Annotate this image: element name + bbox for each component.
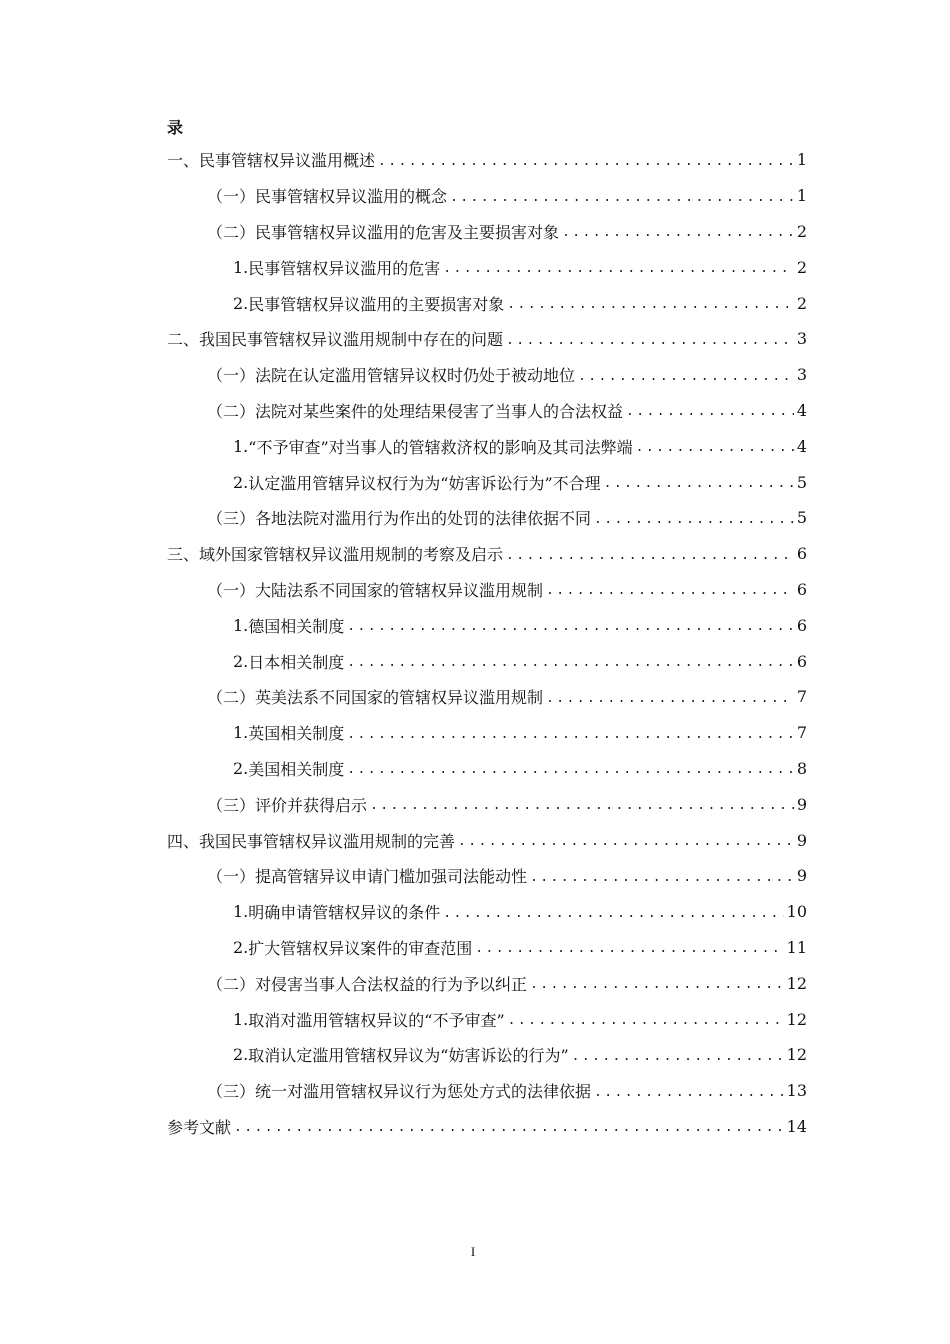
toc-text: 评价并获得启示 [255,795,368,815]
toc-text: 日本相关制度 [248,652,345,672]
toc-entry[interactable] [167,643,807,679]
toc-text: 各地法院对滥用行为作出的处罚的法律依据不同 [255,509,592,529]
toc-page: 1 [796,150,807,170]
toc-number: 二、 [167,330,200,350]
toc-leader [604,476,794,500]
toc-page: 6 [796,615,807,635]
toc-text: 对侵害当事人合法权益的行为予以纠正 [255,974,528,994]
toc-leader [626,404,794,428]
toc-entry[interactable] [167,1037,807,1073]
toc-number: （一） [207,366,256,386]
toc-leader [506,548,794,572]
toc-text: 英美法系不同国家的管辖权异议滥用规制 [255,688,544,708]
toc-text: “不予审查”对当事人的管辖救济权的影响及其司法弊端 [248,437,633,457]
toc-number: 1. [233,902,249,922]
toc-leader [594,512,794,536]
toc-entry[interactable] [167,822,807,858]
toc-page: 7 [796,687,807,707]
toc-leader [530,977,784,1001]
toc-number: （二） [207,688,256,708]
toc-entry[interactable] [167,1001,807,1037]
toc-leader [508,1013,784,1037]
toc-text: 取消对滥用管辖权异议的“不予审查” [248,1010,505,1030]
toc-entry[interactable] [167,965,807,1001]
toc-entry[interactable] [167,214,807,250]
toc-leader [507,297,794,321]
toc-entry[interactable] [167,751,807,787]
toc-leader [506,333,794,357]
toc-text: 英国相关制度 [248,724,345,744]
toc-leader [378,154,794,178]
toc-page: 10 [786,902,807,922]
toc-leader [347,619,794,643]
toc-entry[interactable] [167,679,807,715]
toc-number: 2. [233,758,249,778]
toc-text: 民事管辖权异议滥用的危害 [248,258,441,278]
toc-leader [347,762,794,786]
toc-number: 1. [233,436,249,456]
toc-number: （二） [207,401,256,421]
toc-number: 1. [233,723,249,743]
toc-number: （一） [207,580,256,600]
toc-entry[interactable] [167,428,807,464]
toc-text: 美国相关制度 [248,759,345,779]
toc-text: 认定滥用管辖异议权行为为“妨害诉讼行为”不合理 [248,473,601,493]
toc-leader [546,691,794,715]
toc-number: （二） [207,974,256,994]
toc-page: 9 [796,866,807,886]
toc-entry[interactable] [167,500,807,536]
toc-entry[interactable] [167,607,807,643]
toc-page: 13 [786,1081,807,1101]
toc-text: 明确申请管辖权异议的条件 [248,903,441,923]
toc-page: 4 [796,400,807,420]
toc-page: 5 [796,472,807,492]
toc-page: 11 [786,937,807,957]
toc-page: 2 [796,293,807,313]
toc-entry[interactable] [167,464,807,500]
toc-page: 6 [796,579,807,599]
toc-page: 2 [796,221,807,241]
toc-leader [347,655,794,679]
toc-leader [450,190,794,214]
toc-entry[interactable] [167,1073,807,1109]
toc-entry[interactable] [167,1109,807,1145]
toc-text: 我国民事管辖权异议滥用规制的完善 [199,831,456,851]
toc-page: 6 [796,651,807,671]
toc-entry[interactable] [167,178,807,214]
toc-page: 5 [796,508,807,528]
toc-number: 1. [233,1009,249,1029]
toc-number: 1. [233,615,249,635]
toc-leader [594,1085,784,1109]
toc-text: 法院在认定滥用管辖异议权时仍处于被动地位 [255,366,576,386]
toc-leader [546,583,794,607]
toc-text: 域外国家管辖权异议滥用规制的考察及启示 [199,545,504,565]
toc-entry[interactable] [167,858,807,894]
toc-leader [347,727,794,751]
toc-page: 3 [796,365,807,385]
toc-text: 提高管辖异议申请门槛加强司法能动性 [255,867,528,887]
toc-text: 统一对滥用管辖权异议行为惩处方式的法律依据 [255,1082,592,1102]
toc-leader [562,225,794,249]
toc-page: 6 [796,544,807,564]
toc-number: （三） [207,795,256,815]
toc-leader [443,261,794,285]
page-footer [0,1244,950,1260]
toc-entry[interactable] [167,894,807,930]
toc-page: 2 [796,257,807,277]
toc-page: 12 [786,973,807,993]
toc-number: 2. [233,1045,249,1065]
toc-text: 大陆法系不同国家的管辖权异议滥用规制 [255,580,544,600]
toc-number: 1. [233,257,249,277]
toc-number: 三、 [167,545,200,565]
toc-number: （一） [207,867,256,887]
toc-entry[interactable] [167,321,807,357]
toc-number: 2. [233,651,249,671]
toc-entry[interactable] [167,393,807,429]
toc-leader [370,798,794,822]
toc-entry[interactable] [167,786,807,822]
toc-leader [530,870,794,894]
toc-entry[interactable] [167,142,807,178]
toc-page: 7 [796,723,807,743]
toc-leader [458,834,794,858]
page-title: 录 [167,118,184,137]
toc-entry[interactable] [167,536,807,572]
toc-text: 取消认定滥用管辖权异议为“妨害诉讼的行为” [248,1046,569,1066]
toc-page: 1 [796,186,807,206]
toc-leader [572,1049,784,1073]
toc-entry[interactable] [167,249,807,285]
toc-number: 一、 [167,151,200,171]
toc-text: 德国相关制度 [248,616,345,636]
toc-entry[interactable] [167,285,807,321]
toc-page: 12 [786,1045,807,1065]
toc-entry[interactable] [167,357,807,393]
toc-number: 2. [233,472,249,492]
toc-entry[interactable] [167,715,807,751]
toc-page: 4 [796,436,807,456]
toc-entry[interactable] [167,930,807,966]
toc-leader [475,941,783,965]
toc-leader [234,1120,784,1144]
toc-entry[interactable] [167,572,807,608]
toc-number: （二） [207,222,256,242]
toc-page: 8 [796,758,807,778]
toc-leader [578,369,794,393]
toc-text: 参考文献 [167,1117,232,1137]
toc-number: （三） [207,1082,256,1102]
toc-leader [636,440,794,464]
toc-text: 民事管辖权异议滥用的危害及主要损害对象 [255,222,560,242]
toc-page: 9 [796,794,807,814]
toc-text: 扩大管辖权异议案件的审查范围 [248,938,473,958]
toc-text: 民事管辖权异议滥用概述 [199,151,376,171]
toc-text: 民事管辖权异议滥用的主要损害对象 [248,294,505,314]
toc-text: 法院对某些案件的处理结果侵害了当事人的合法权益 [255,401,624,421]
toc-number: （一） [207,187,256,207]
toc-page: 12 [786,1009,807,1029]
toc-number: 2. [233,293,249,313]
toc-text: 民事管辖权异议滥用的概念 [255,187,448,207]
toc-text: 我国民事管辖权异议滥用规制中存在的问题 [199,330,504,350]
page-number: I [470,1244,476,1259]
toc-page: 14 [786,1116,807,1136]
table-of-contents [167,142,807,1144]
toc-leader [443,906,783,930]
toc-number: 2. [233,937,249,957]
toc-page: 3 [796,329,807,349]
toc-number: 四、 [167,831,200,851]
toc-page: 9 [796,830,807,850]
toc-number: （三） [207,509,256,529]
